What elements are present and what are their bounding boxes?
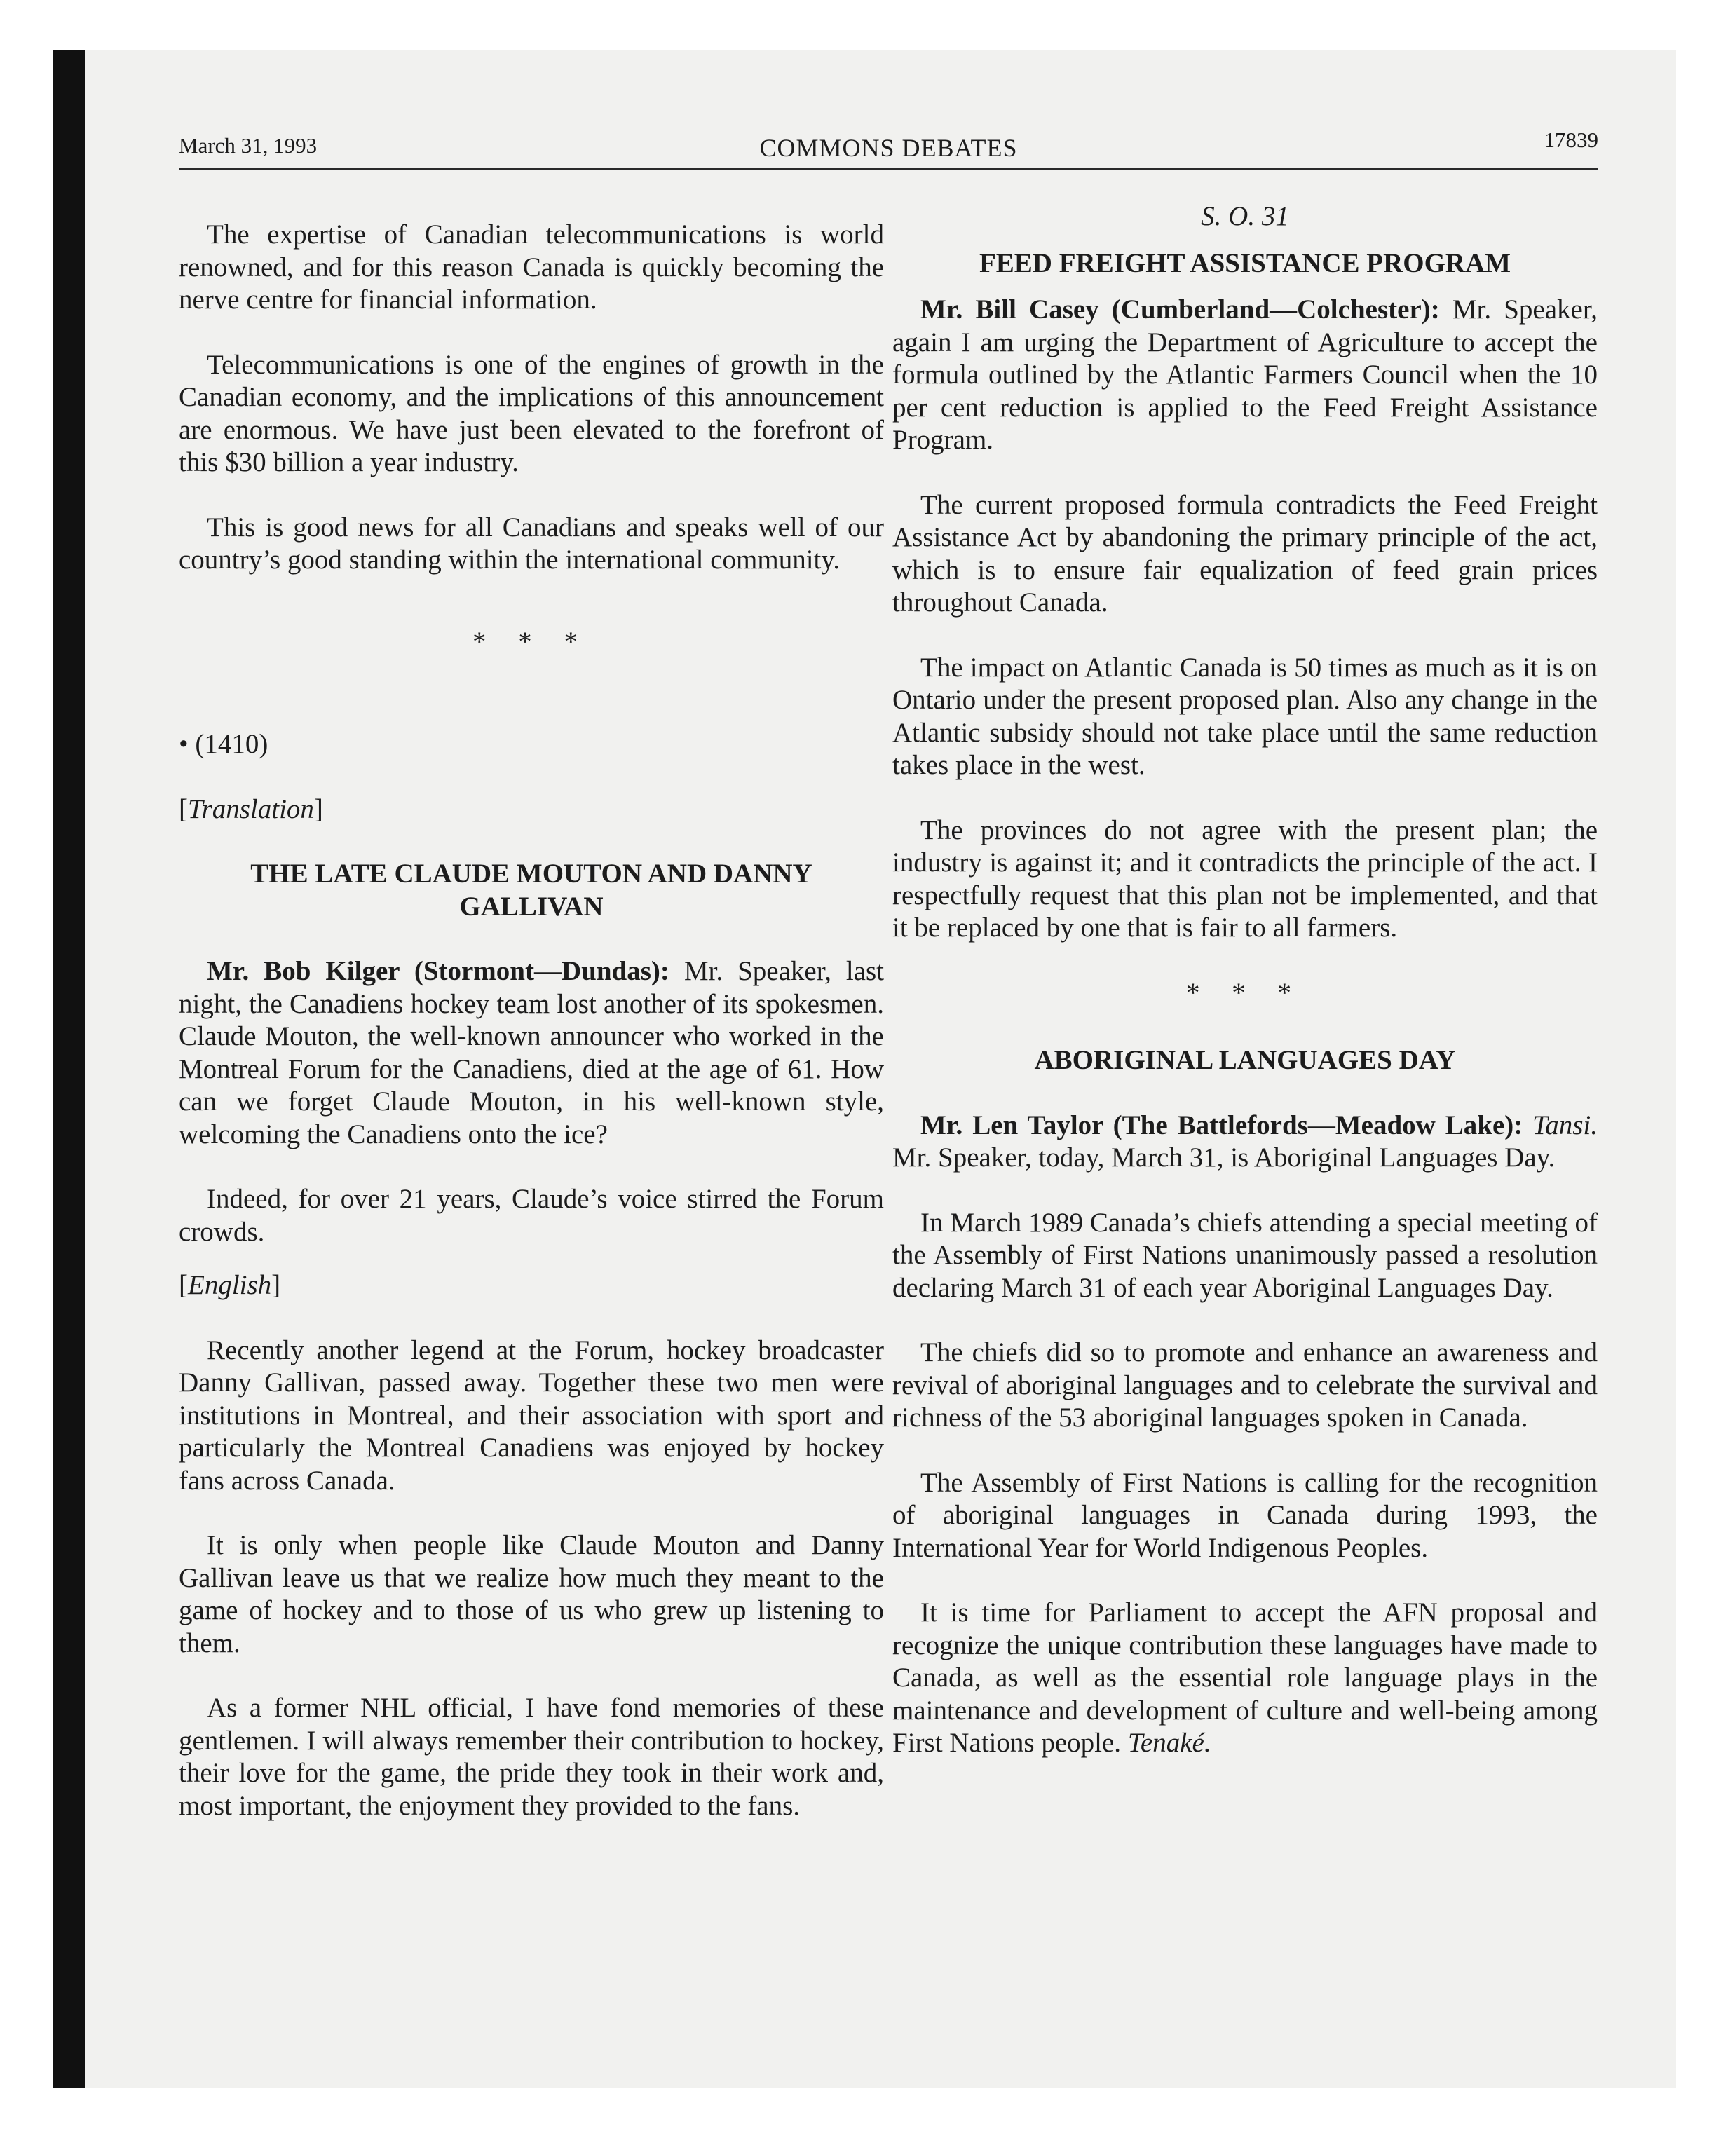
paragraph: The Assembly of First Nations is calling for the recognition of aboriginal languages in Canada during 1993, the International Year for World Indigenous Peoples. (892, 1467, 1598, 1563)
speaker-name: Mr. Bill Casey (Cumberland—Colchester): (920, 294, 1440, 325)
paragraph: Recently another legend at the Forum, hockey broadcaster Danny Gallivan, passed away. Together these two men were institutions in Montreal, and their association with sport and particularly the Montreal Canadiens was enjoyed by hockey fans across Canada. (179, 1335, 884, 1496)
header-title: COMMONS DEBATES (759, 134, 1018, 162)
language-note: [Translation] (179, 793, 323, 824)
language-note-text: English (188, 1270, 272, 1300)
paragraph-text: Mr. Speaker, today, March 31, is Aboriginal Languages Day. (892, 1142, 1556, 1173)
greeting: Tansi. (1532, 1110, 1598, 1140)
paragraph: The impact on Atlantic Canada is 50 times as much as it is on Ontario under the present proposed plan. Also any change in the Atlantic subsidy should not take place until the same reduction takes place in the west. (892, 652, 1598, 780)
paragraph: Telecommunications is one of the engines of growth in the Canadian economy, and the implications of this announcement are enormous. We have just been elevated to the forefront of this $30 billion a year industry. (179, 349, 884, 477)
speaker-name: Mr. Bob Kilger (Stormont—Dundas): (207, 956, 669, 986)
paragraph: As a former NHL official, I have fond memories of these gentlemen. I will always remember their contribution to hockey, their love for the game, the pride they took in their work and, most important, the enjoyment they provided to the fans. (179, 1693, 884, 1821)
paragraph-text: Mr. Speaker, again I am urging the Department of Agriculture to accept the formula outlined by the Atlantic Farmers Council when the 10 per cent reduction is applied to the Feed Freight Assistance Program. (892, 294, 1598, 455)
page-header (179, 119, 1598, 170)
standing-order: S. O. 31 (1201, 201, 1289, 231)
scanned-page (53, 50, 1676, 2088)
paragraph: Indeed, for over 21 years, Claude’s voice stirred the Forum crowds. (179, 1184, 884, 1247)
header-date: March 31, 1993 (179, 133, 318, 158)
time-marker: • (1410) (179, 729, 268, 759)
header-page-number: 17839 (1544, 128, 1598, 152)
paragraph: The expertise of Canadian telecommunications is world renowned, and for this reason Canada is quickly becoming the nerve centre for financial information. (179, 219, 884, 315)
paragraph (892, 1110, 1598, 1175)
section-heading: ABORIGINAL LANGUAGES DAY (1034, 1045, 1456, 1075)
paragraph (892, 294, 1598, 457)
right-column (892, 200, 1598, 1792)
paragraph (179, 955, 884, 1151)
language-note: [English] (179, 1270, 281, 1300)
language-note-text: Translation (188, 793, 314, 824)
paragraph: It is only when people like Claude Mouton and Danny Gallivan leave us that we realize how much they meant to the game of hockey and to those of us who grew up listening to them. (179, 1530, 884, 1658)
paragraph: The provinces do not agree with the present plan; the industry is against it; and it contradicts the principle of the act. I respectfully request that this plan not be implemented, and that it be replaced by one that is fair to all farmers. (892, 814, 1598, 943)
section-heading: FEED FREIGHT ASSISTANCE PROGRAM (979, 247, 1511, 278)
closing-word: Tenaké. (1127, 1728, 1211, 1758)
section-separator: * * * (472, 626, 590, 657)
paragraph-text: Mr. Speaker, last night, the Canadiens hockey team lost another of its spokesmen. Claude Mouton, the well-known announcer who worked in the Montreal Forum for the Canadiens, died at the age of 61. How can we forget Claude Mouton, in his well-known style, welcoming the Canadiens onto the ice? (179, 956, 885, 1149)
left-column (179, 219, 884, 1855)
section-heading: THE LATE CLAUDE MOUTON AND DANNY GALLIVAN (250, 859, 812, 922)
paragraph-text: It is time for Parliament to accept the AFN proposal and recognize the unique contribution these languages have made to Canada, as well as the essential role language plays in the maintenance and development of culture and well-being among First Nations people. (892, 1597, 1598, 1758)
paragraph (892, 1597, 1598, 1760)
paragraph: In March 1989 Canada’s chiefs attending a special meeting of the Assembly of First Nations unanimously passed a resolution declaring March 31 of each year Aboriginal Languages Day. (892, 1207, 1598, 1303)
paragraph: The current proposed formula contradicts the Feed Freight Assistance Act by abandoning the primary principle of the act, which is to ensure fair equalization of feed grain prices throughout Canada. (892, 489, 1598, 618)
speaker-name: Mr. Len Taylor (The Battlefords—Meadow Lake): (920, 1110, 1523, 1140)
paragraph: The chiefs did so to promote and enhance an awareness and revival of aboriginal languages and to celebrate the survival and richness of the 53 aboriginal languages spoken in Canada. (892, 1337, 1598, 1433)
scan-binding-edge (53, 50, 85, 2088)
paragraph: This is good news for all Canadians and speaks well of our country’s good standing within the international community. (179, 512, 884, 575)
section-separator: * * * (1186, 977, 1304, 1008)
